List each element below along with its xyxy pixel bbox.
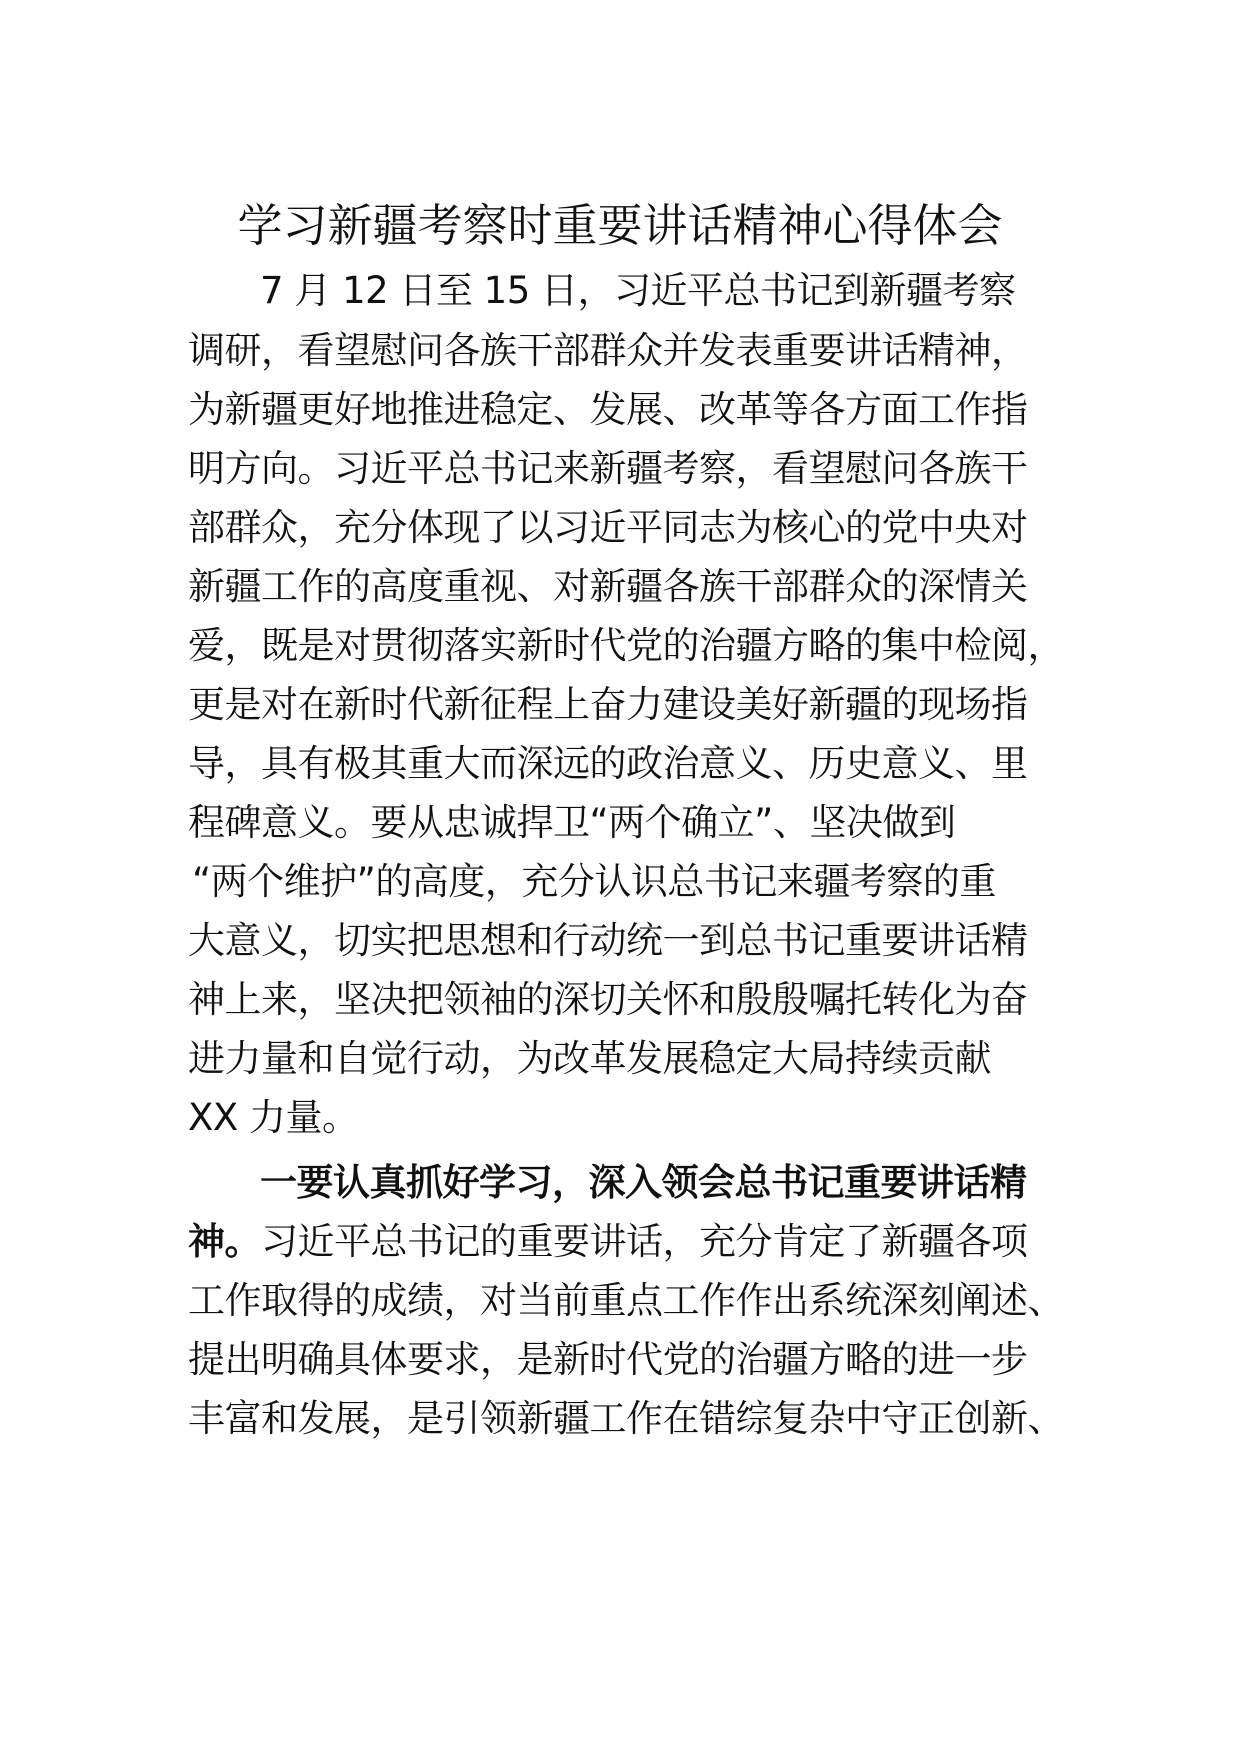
paragraph-line: 7 月 12 日至 15 日，习近平总书记到新疆考察: [260, 269, 1016, 312]
paragraph-line: “两个维护”的高度，充分认识总书记来疆考察的重: [192, 860, 996, 903]
paragraph-line: 大意义，切实把思想和行动统一到总书记重要讲话精: [188, 919, 1028, 962]
paragraph-line: 新疆工作的高度重视、对新疆各族干部群众的深情关: [188, 565, 1028, 608]
paragraph-line: XX 力量。: [188, 1096, 359, 1139]
paragraph-line: 为新疆更好地推进稳定、发展、改革等各方面工作指: [188, 388, 1028, 431]
paragraph-line: 导，具有极其重大而深远的政治意义、历史意义、里: [188, 742, 1028, 785]
paragraph-line: 调研，看望慰问各族干部群众并发表重要讲话精神，: [188, 329, 1028, 372]
paragraph-line: 更是对在新时代新征程上奋力建设美好新疆的现场指: [188, 683, 1028, 726]
paragraph-line: 爱，既是对贯彻落实新时代党的治疆方略的集中检阅，: [188, 624, 1064, 667]
section-heading: 一要认真抓好学习，深入领会总书记重要讲话精: [260, 1161, 1027, 1204]
paragraph-line: 丰富和发展，是引领新疆工作在错综复杂中守正创新、: [188, 1397, 1064, 1440]
paragraph-line: 提出明确具体要求，是新时代党的治疆方略的进一步: [188, 1338, 1028, 1381]
document-title: 学习新疆考察时重要讲话精神心得体会: [237, 199, 1003, 252]
paragraph-line: 工作取得的成绩，对当前重点工作作出系统深刻阐述、: [188, 1279, 1064, 1322]
paragraph-line: 部群众，充分体现了以习近平同志为核心的党中央对: [188, 506, 1028, 549]
paragraph-line: [188, 1216, 1028, 1268]
paragraph-line: 神上来，坚决把领袖的深切关怀和殷殷嘱托转化为奋: [188, 978, 1028, 1021]
paragraph-line: 进力量和自觉行动，为改革发展稳定大局持续贡献: [188, 1037, 991, 1080]
paragraph-line: 程碑意义。要从忠诚捍卫“两个确立”、坚决做到: [188, 801, 956, 844]
paragraph-text: 习近平总书记的重要讲话，充分肯定了新疆各项: [261, 1220, 1028, 1263]
section-heading-end: 神。: [188, 1220, 261, 1263]
paragraph-line: 明方向。习近平总书记来新疆考察，看望慰问各族干: [188, 447, 1028, 490]
